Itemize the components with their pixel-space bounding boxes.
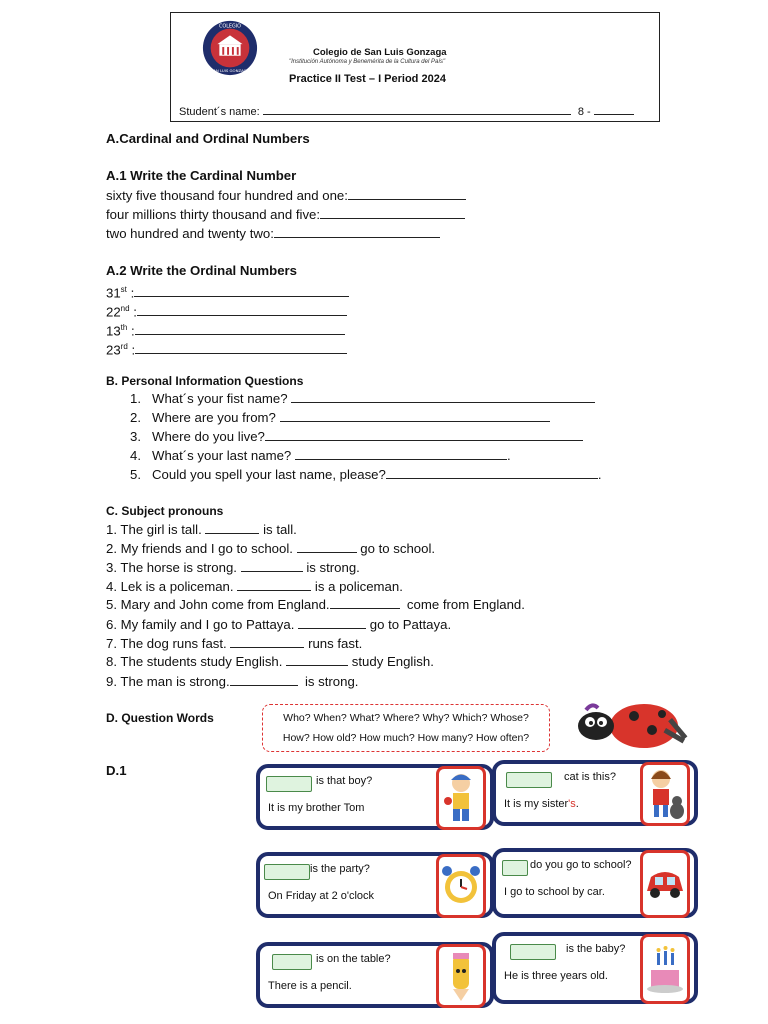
question-card bbox=[492, 760, 698, 826]
b-item: 3. Where do you live? bbox=[130, 428, 583, 446]
answer-blank[interactable] bbox=[386, 467, 598, 479]
question-card bbox=[492, 848, 698, 918]
c-item: 8. The students study English. study English. bbox=[106, 654, 434, 669]
d1-label: D.1 bbox=[106, 763, 127, 778]
answer-blank[interactable] bbox=[241, 560, 303, 572]
question-card bbox=[492, 932, 698, 1004]
c-item: 4. Lek is a policeman. is a policeman. bbox=[106, 579, 403, 594]
answer-blank[interactable] bbox=[502, 860, 528, 876]
answer-blank[interactable] bbox=[265, 429, 583, 441]
card-picture bbox=[640, 934, 690, 1004]
a2-item: 22nd : bbox=[106, 300, 347, 321]
answer-blank[interactable] bbox=[274, 226, 440, 238]
a2-item: 31st : bbox=[106, 281, 349, 302]
answer-blank[interactable] bbox=[320, 207, 465, 219]
student-name-label: Student´s name: bbox=[179, 106, 260, 118]
answer-blank[interactable] bbox=[134, 285, 349, 297]
answer-blank[interactable] bbox=[291, 391, 595, 403]
card-picture bbox=[640, 850, 690, 918]
card-picture bbox=[640, 762, 690, 826]
card-picture bbox=[436, 854, 486, 918]
question-words-box bbox=[262, 704, 550, 752]
c-item: 2. My friends and I go to school. go to school. bbox=[106, 541, 436, 556]
a2-item: 13th : bbox=[106, 319, 345, 340]
answer-blank[interactable] bbox=[272, 954, 312, 970]
answer-blank[interactable] bbox=[266, 776, 312, 792]
section-a-title: A.Cardinal and Ordinal Numbers bbox=[106, 131, 310, 146]
card-picture bbox=[436, 766, 486, 830]
answer-blank[interactable] bbox=[330, 597, 400, 609]
card-question: do you go to school? bbox=[530, 859, 632, 871]
pencil-icon bbox=[439, 947, 483, 1005]
card-answer: He is three years old. bbox=[504, 970, 608, 982]
c-item: 1. The girl is tall. is tall. bbox=[106, 522, 297, 537]
section-a1-title: A.1 Write the Cardinal Number bbox=[106, 168, 297, 183]
b-item: 1. What´s your fist name? bbox=[130, 390, 595, 408]
car-icon bbox=[643, 853, 687, 915]
question-words-line: How? How old? How much? How many? How often? bbox=[282, 732, 530, 744]
answer-blank[interactable] bbox=[510, 944, 556, 960]
answer-blank[interactable] bbox=[205, 522, 259, 534]
answer-blank[interactable] bbox=[295, 448, 507, 460]
card-answer: I go to school by car. bbox=[504, 886, 605, 898]
alarm-clock-icon bbox=[439, 857, 483, 915]
c-item: 5. Mary and John come from England. come from England. bbox=[106, 597, 525, 612]
grade-label: 8 - bbox=[577, 106, 591, 118]
answer-blank[interactable] bbox=[286, 654, 348, 666]
c-item: 3. The horse is strong. is strong. bbox=[106, 560, 360, 575]
card-question: cat is this? bbox=[564, 771, 616, 783]
grade-field[interactable] bbox=[594, 103, 634, 115]
school-motto: "Institución Autónoma y Benemérita de la Cultura del País" bbox=[289, 59, 446, 65]
a1-item: four millions thirty thousand and five: bbox=[106, 206, 465, 224]
a2-item: 23rd : bbox=[106, 338, 347, 359]
school-name: Colegio de San Luis Gonzaga bbox=[313, 47, 447, 58]
answer-blank[interactable] bbox=[137, 304, 347, 316]
c-item: 7. The dog runs fast. runs fast. bbox=[106, 636, 363, 651]
b-item: 2. Where are you from? bbox=[130, 409, 550, 427]
a1-item: two hundred and twenty two: bbox=[106, 225, 440, 243]
card-answer: It is my brother Tom bbox=[268, 802, 365, 814]
card-question: is that boy? bbox=[316, 775, 373, 787]
section-c-title: C. Subject pronouns bbox=[106, 504, 224, 518]
answer-blank[interactable] bbox=[280, 410, 550, 422]
c-item: 6. My family and I go to Pattaya. go to Pattaya. bbox=[106, 617, 452, 632]
answer-blank[interactable] bbox=[264, 864, 310, 880]
answer-blank[interactable] bbox=[348, 188, 466, 200]
c-item: 9. The man is strong. is strong. bbox=[106, 674, 359, 689]
ladybug-cartoon-icon bbox=[556, 700, 702, 756]
answer-blank[interactable] bbox=[298, 617, 366, 629]
boy-icon bbox=[439, 769, 483, 827]
answer-blank[interactable] bbox=[135, 342, 347, 354]
answer-blank[interactable] bbox=[506, 772, 552, 788]
section-d-title: D. Question Words bbox=[106, 711, 214, 725]
school-logo-icon bbox=[201, 19, 259, 77]
question-card bbox=[256, 942, 494, 1008]
answer-blank[interactable] bbox=[237, 579, 311, 591]
student-name-row bbox=[179, 103, 634, 118]
section-a2-title: A.2 Write the Ordinal Numbers bbox=[106, 263, 298, 278]
answer-blank[interactable] bbox=[297, 541, 357, 553]
question-card bbox=[256, 764, 494, 830]
header-box bbox=[170, 12, 660, 122]
question-words-line: Who? When? What? Where? Why? Which? Whose? bbox=[283, 712, 529, 724]
card-answer: On Friday at 2 o'clock bbox=[268, 890, 375, 902]
card-question: is the party? bbox=[310, 863, 370, 875]
svg-text:COLEGIO: COLEGIO bbox=[219, 24, 241, 30]
a1-item: sixty five thousand four hundred and one: bbox=[106, 187, 466, 205]
birthday-cake-icon bbox=[643, 937, 687, 1001]
question-card bbox=[256, 852, 494, 918]
section-b-title: B. Personal Information Questions bbox=[106, 374, 304, 388]
card-picture bbox=[436, 944, 486, 1008]
girl-with-cat-icon bbox=[643, 765, 687, 823]
svg-text:SAN LUIS GONZAGA: SAN LUIS GONZAGA bbox=[210, 68, 250, 74]
b-item: 5. Could you spell your last name, please? . bbox=[130, 467, 602, 482]
card-answer: There is a pencil. bbox=[268, 980, 352, 992]
card-question: is on the table? bbox=[316, 953, 391, 965]
answer-blank[interactable] bbox=[230, 674, 298, 686]
card-question: is the baby? bbox=[566, 943, 626, 955]
test-title: Practice II Test – I Period 2024 bbox=[289, 73, 446, 85]
answer-blank[interactable] bbox=[135, 323, 345, 335]
student-name-field[interactable] bbox=[263, 103, 571, 115]
card-answer: It is my sister's. bbox=[504, 798, 579, 810]
b-item: 4. What´s your last name? . bbox=[130, 448, 511, 463]
answer-blank[interactable] bbox=[230, 636, 304, 648]
